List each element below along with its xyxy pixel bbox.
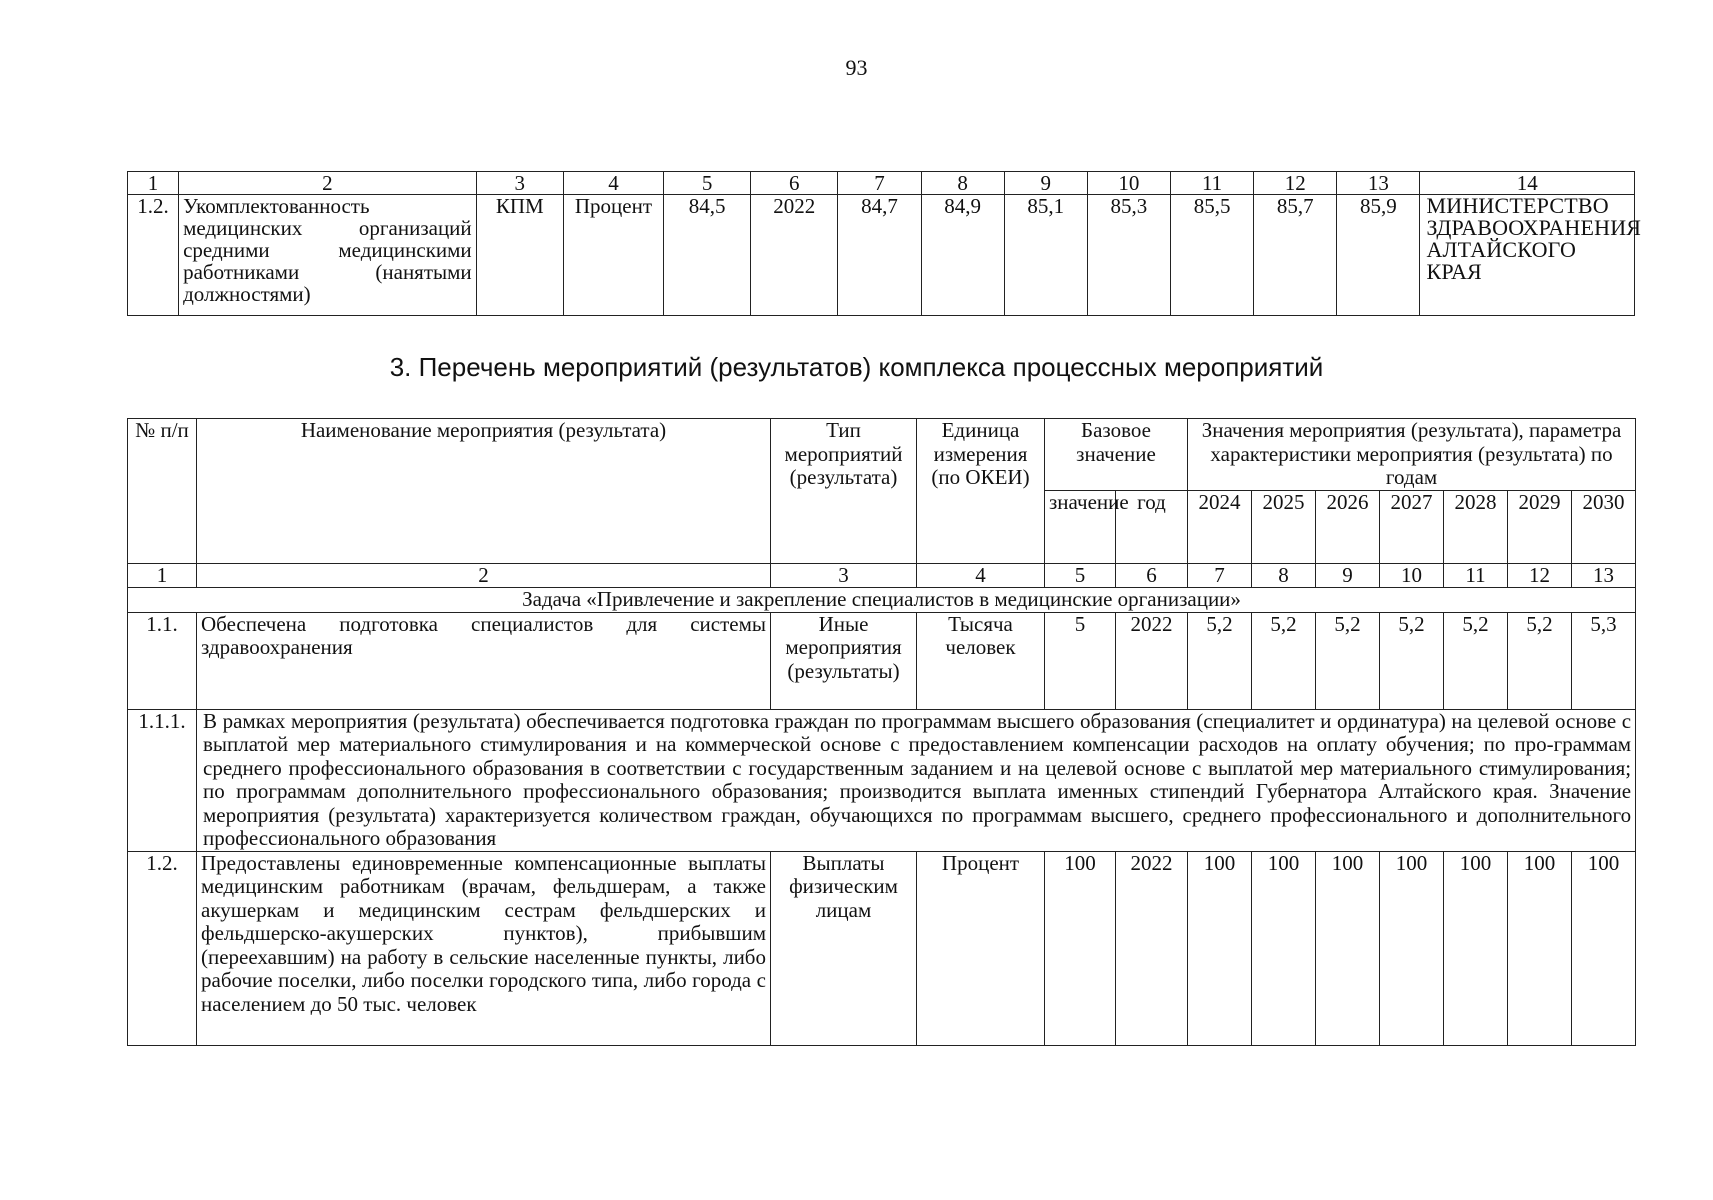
indicator-unit: Процент [563, 195, 663, 316]
col-number: 6 [1116, 563, 1188, 588]
measure-row [128, 612, 1636, 709]
header-type: Тип мероприятий (результата) [771, 419, 917, 564]
indicator-value: 85,7 [1254, 195, 1337, 316]
col-number: 3 [771, 563, 917, 588]
header-values: Значения мероприятия (результата), параметра характеристики мероприятия (результата) по годам [1188, 419, 1636, 491]
col-number: 1 [128, 563, 197, 588]
year-value: 100 [1380, 851, 1444, 1045]
row-number: 1.2. [128, 851, 197, 1045]
measure-name: Предоставлены единовременные компенсационные выплаты медицинским работникам (врачам, фельдшерам, а также акушеркам и медицинским сестрам фельдшерских и фельдшерско-акушерских пунктов), прибывшим (переехавшим) на работу в сельские населенные пункты, либо рабочие поселки, либо поселки городского типа, либо города с населением до 50 тыс. человек [197, 851, 771, 1045]
indicator-value: 85,1 [1004, 195, 1087, 316]
header-year: 2029 [1508, 490, 1572, 563]
col-number: 5 [664, 172, 751, 195]
measure-row [128, 851, 1636, 1045]
indicator-value: 2022 [751, 195, 838, 316]
measure-description-row [128, 709, 1636, 851]
measure-unit: Процент [917, 851, 1045, 1045]
measures-table [127, 418, 1636, 1046]
indicator-value: 85,9 [1337, 195, 1420, 316]
col-number: 4 [917, 563, 1045, 588]
header-name: Наименование мероприятия (результата) [197, 419, 771, 564]
year-value: 100 [1316, 851, 1380, 1045]
indicator-value: 85,5 [1171, 195, 1254, 316]
year-value: 5,2 [1252, 612, 1316, 709]
header-base: Базовое значение [1045, 419, 1188, 491]
col-number: 11 [1444, 563, 1508, 588]
header-num: № п/п [128, 419, 197, 564]
base-value: 100 [1045, 851, 1116, 1045]
col-number: 9 [1316, 563, 1380, 588]
measure-name: Обеспечена подготовка специалистов для системы здравоохранения [197, 612, 771, 709]
col-number: 6 [751, 172, 838, 195]
measure-type: Выплаты физическим лицам [771, 851, 917, 1045]
col-number: 5 [1045, 563, 1116, 588]
measure-description: В рамках мероприятия (результата) обеспечивается подготовка граждан по программам высшего образования (специалитет и ординатура) на целевой основе с выплатой мер материального стимулирования и на коммерческой основе с предоставлением компенсации расходов на оплату обучения; по про-граммам среднего профессионального образования в соответствии с государственным заданием и на целевой основе с выплатой мер материального стимулирования; по программам дополнительного профессионального образования; производится выплата именных стипендий Губернатора Алтайского края. Значение мероприятия (результата) характеризуется количеством граждан, обучающихся по программам высшего, среднего профессионального и дополнительного профессионального образования [197, 709, 1636, 851]
indicator-value: 84,7 [838, 195, 921, 316]
col-number: 12 [1508, 563, 1572, 588]
header-unit: Единица измерения (по ОКЕИ) [917, 419, 1045, 564]
section-title: 3. Перечень мероприятий (результатов) комплекса процессных мероприятий [389, 352, 1324, 382]
col-number: 10 [1087, 172, 1170, 195]
indicator-row [128, 195, 1635, 316]
header-year: 2028 [1444, 490, 1508, 563]
indicator-value: 85,3 [1087, 195, 1170, 316]
header-year: 2024 [1188, 490, 1252, 563]
task-title: Задача «Привлечение и закрепление специалистов в медицинские организации» [128, 588, 1636, 613]
row-number: 1.1. [128, 612, 197, 709]
indicator-value: 84,9 [921, 195, 1004, 316]
header-base-value: значение [1045, 490, 1116, 563]
measure-unit: Тысяча человек [917, 612, 1045, 709]
col-number: 7 [1188, 563, 1252, 588]
header-year: 2025 [1252, 490, 1316, 563]
year-value: 100 [1188, 851, 1252, 1045]
year-value: 5,2 [1188, 612, 1252, 709]
header-year: 2027 [1380, 490, 1444, 563]
measures-header-row [128, 419, 1636, 491]
column-numbers-row [128, 563, 1636, 588]
base-year: 2022 [1116, 612, 1188, 709]
task-row [128, 588, 1636, 613]
responsible-organization: МИНИСТЕРСТВО ЗДРАВООХРАНЕНИЯ АЛТАЙСКОГО КРАЯ [1420, 195, 1635, 316]
year-value: 100 [1508, 851, 1572, 1045]
col-number: 2 [179, 172, 477, 195]
col-number: 14 [1420, 172, 1635, 195]
header-year: 2030 [1572, 490, 1636, 563]
header-year: 2026 [1316, 490, 1380, 563]
base-year: 2022 [1116, 851, 1188, 1045]
col-number: 2 [197, 563, 771, 588]
col-number: 3 [476, 172, 563, 195]
year-value: 5,2 [1444, 612, 1508, 709]
col-number: 11 [1171, 172, 1254, 195]
col-number: 9 [1004, 172, 1087, 195]
year-value: 5,2 [1316, 612, 1380, 709]
indicators-table [127, 171, 1642, 316]
col-number: 13 [1337, 172, 1420, 195]
year-value: 5,2 [1508, 612, 1572, 709]
page-number: 93 [845, 55, 868, 80]
col-number: 8 [1252, 563, 1316, 588]
indicator-type: КПМ [476, 195, 563, 316]
row-number: 1.2. [128, 195, 179, 316]
col-number: 12 [1254, 172, 1337, 195]
measure-type: Иные мероприятия (результаты) [771, 612, 917, 709]
year-value: 5,2 [1380, 612, 1444, 709]
col-number: 8 [921, 172, 1004, 195]
col-number: 7 [838, 172, 921, 195]
col-number: 13 [1572, 563, 1636, 588]
year-value: 100 [1444, 851, 1508, 1045]
col-number: 4 [563, 172, 663, 195]
indicator-value: 84,5 [664, 195, 751, 316]
indicator-name: Укомплектованность медицинских организаций средними медицинскими работниками (нанятыми должностями) [179, 195, 477, 316]
base-value: 5 [1045, 612, 1116, 709]
col-number: 1 [128, 172, 179, 195]
year-value: 5,3 [1572, 612, 1636, 709]
year-value: 100 [1572, 851, 1636, 1045]
indicators-header-row [128, 172, 1635, 195]
header-base-year: год [1116, 490, 1188, 563]
year-value: 100 [1252, 851, 1316, 1045]
col-number: 10 [1380, 563, 1444, 588]
row-number: 1.1.1. [128, 709, 197, 851]
